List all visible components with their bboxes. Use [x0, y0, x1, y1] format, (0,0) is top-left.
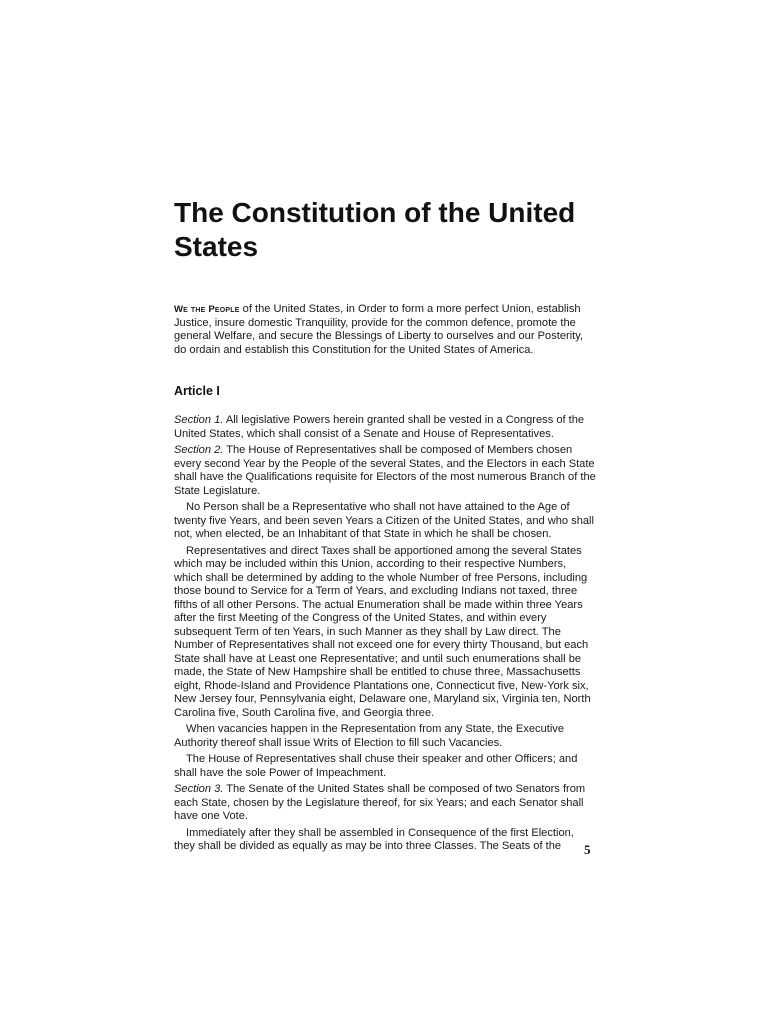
section-label: Section 3. — [174, 783, 224, 795]
paragraph-text: The Senate of the United States shall be composed of two Senators from each State, chosen by the Legislature thereof, for six Years; and each Senator shall have one Vote. — [174, 783, 586, 822]
clause-paragraph — [174, 545, 596, 721]
section-label: Section 1. — [174, 414, 224, 426]
article-heading: Article I — [174, 384, 220, 398]
page-number: 5 — [584, 842, 591, 857]
clause-paragraph — [174, 723, 596, 750]
clause-paragraph — [174, 753, 596, 780]
paragraph-text: The House of Representatives shall chuse their speaker and other Officers; and shall have the sole Power of Impeachment. — [174, 753, 578, 779]
paragraph-text: When vacancies happen in the Representation from any State, the Executive Authority thereof shall issue Writs of Election to fill such Vacancies. — [174, 723, 565, 749]
preamble — [174, 303, 596, 357]
paragraph-text: No Person shall be a Representative who shall not have attained to the Age of twenty five Years, and been seven Years a Citizen of the United States, and who shall not, when elected, be an Inhabitant of that State in which he shall be chosen. — [174, 501, 594, 540]
article-body — [174, 414, 596, 854]
section-paragraph — [174, 444, 596, 498]
paragraph-text: Immediately after they shall be assembled in Consequence of the first Election, they shall be divided as equally as may be into three Classes. The Seats of the — [174, 826, 574, 852]
section-label: Section 2. — [174, 444, 224, 456]
paragraph-text: All legislative Powers herein granted shall be vested in a Congress of the United States, which shall consist of a Senate and House of Representatives. — [174, 414, 585, 440]
clause-paragraph — [174, 827, 596, 854]
clause-paragraph — [174, 501, 596, 542]
preamble-lead: We the People — [174, 304, 240, 315]
paragraph-text: Representatives and direct Taxes shall be apportioned among the several States which may be included within this Union, according to their respective Numbers, which shall be determined by adding to the whole Number of free Persons, including those bound to Service for a Term of Years, and excluding Indians not taxed, three fifths of all other Persons. The actual Enumeration shall be made within three Years after the first Meeting of the Congress of the United States, and within every subsequent Term of ten Years, in such Manner as they shall by Law direct. The Number of Representatives shall not exceed one for every thirty Thousand, but each State shall have at Least one Representative; and until such enumerations shall be made, the State of New Hampshire shall be entitled to chuse three, Massachusetts eight, Rhode-Island and Providence Plantations one, Connecticut five, New-York six, New Jersey four, Pennsylvania eight, Delaware one, Maryland six, Virginia ten, North Carolina five, South Carolina five, and Georgia three. — [174, 544, 591, 719]
preamble-text: of the United States, in Order to form a more perfect Union, establish Justice, insure domestic Tranquility, provide for the common defence, promote the general Welfare, and secure the Blessings of Liberty to ourselves and our Posterity, do ordain and establish this Constitution for the United States of America. — [174, 303, 584, 356]
section-paragraph — [174, 783, 596, 824]
paragraph-text: The House of Representatives shall be composed of Members chosen every second Year by the People of the several States, and the Electors in each State shall have the Qualifications requisite for Electors of the most numerous Branch of the State Legislature. — [174, 444, 596, 497]
section-paragraph — [174, 414, 596, 441]
page-title: The Constitution of the United States — [174, 197, 576, 262]
